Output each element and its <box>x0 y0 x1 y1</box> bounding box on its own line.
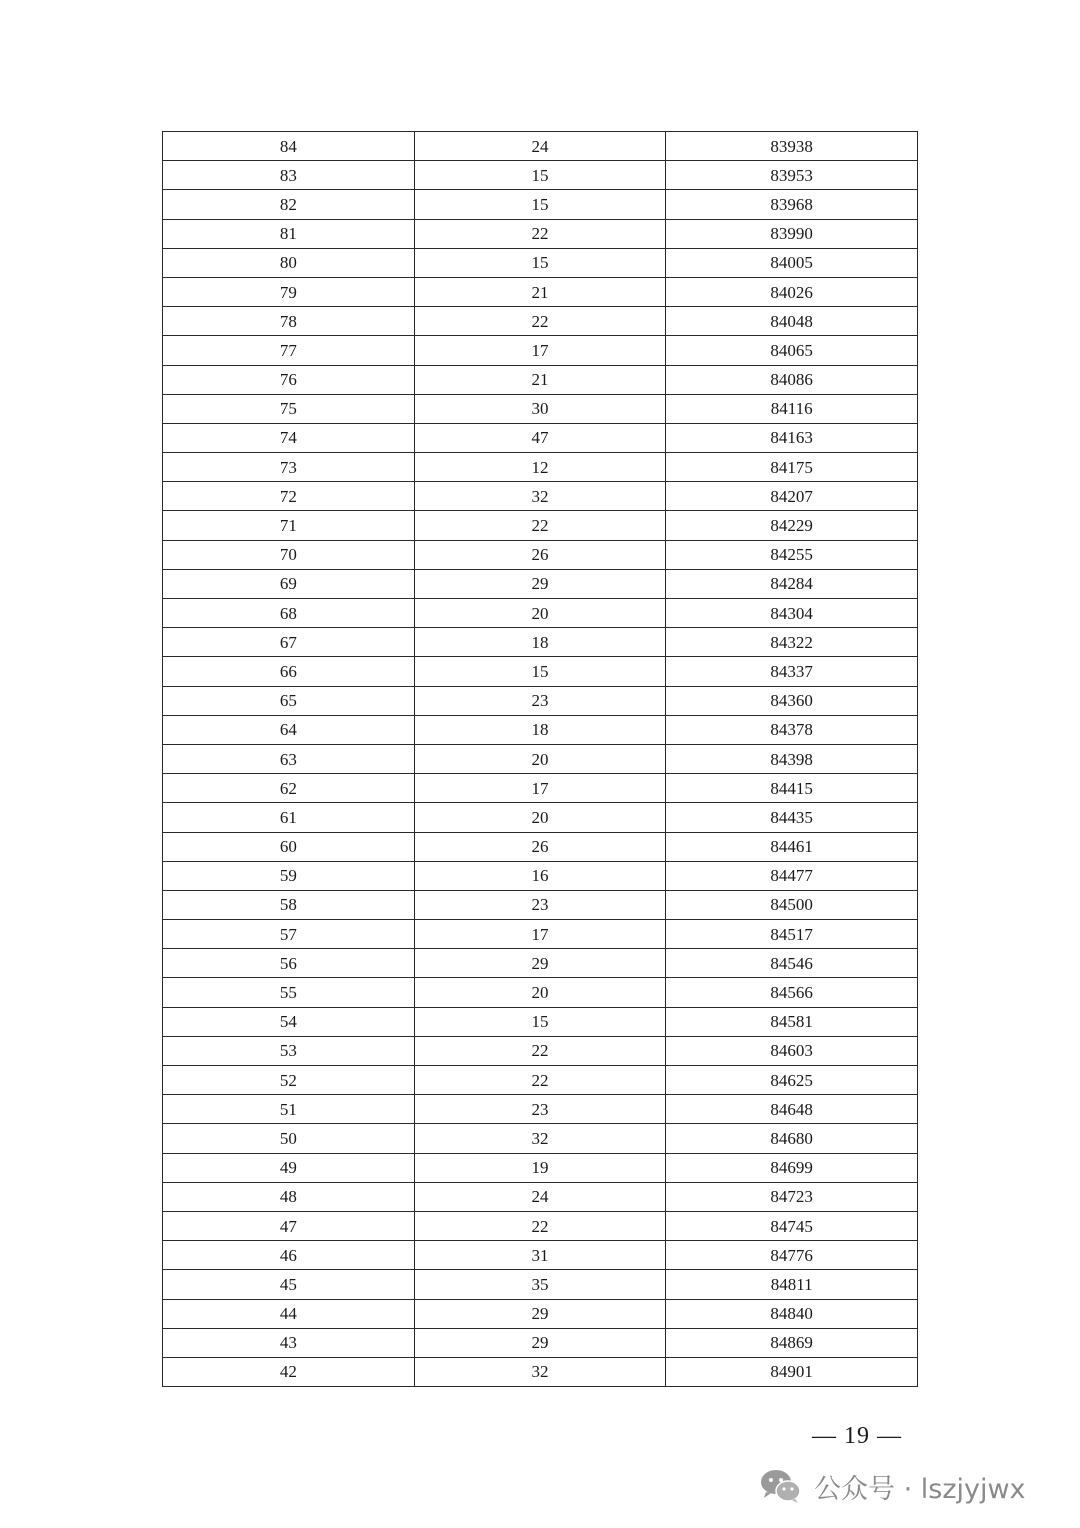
table-cell: 20 <box>414 599 666 628</box>
table-row <box>163 920 918 949</box>
table-cell: 84648 <box>666 1095 918 1124</box>
table-cell: 84304 <box>666 599 918 628</box>
table-cell: 24 <box>414 1182 666 1211</box>
table-cell: 22 <box>414 1066 666 1095</box>
table-cell: 47 <box>163 1211 415 1240</box>
table-row <box>163 1036 918 1065</box>
table-row <box>163 1124 918 1153</box>
table-row <box>163 423 918 452</box>
table-cell: 29 <box>414 1328 666 1357</box>
table-cell: 84869 <box>666 1328 918 1357</box>
table-cell: 21 <box>414 365 666 394</box>
table-cell: 62 <box>163 774 415 803</box>
table-cell: 78 <box>163 307 415 336</box>
table-row <box>163 744 918 773</box>
table-cell: 43 <box>163 1328 415 1357</box>
table-cell: 84398 <box>666 744 918 773</box>
table-row <box>163 832 918 861</box>
table-cell: 84723 <box>666 1182 918 1211</box>
table-cell: 68 <box>163 599 415 628</box>
table-cell: 22 <box>414 307 666 336</box>
table-cell: 84546 <box>666 949 918 978</box>
table-cell: 17 <box>414 920 666 949</box>
table-cell: 49 <box>163 1153 415 1182</box>
table-cell: 18 <box>414 715 666 744</box>
table-row <box>163 1241 918 1270</box>
table-cell: 75 <box>163 394 415 423</box>
table-cell: 19 <box>414 1153 666 1182</box>
table-cell: 56 <box>163 949 415 978</box>
table-cell: 18 <box>414 628 666 657</box>
table-cell: 84415 <box>666 774 918 803</box>
table-row <box>163 482 918 511</box>
table-row <box>163 1357 918 1386</box>
table-cell: 35 <box>414 1270 666 1299</box>
table-cell: 53 <box>163 1036 415 1065</box>
table-cell: 23 <box>414 686 666 715</box>
table-cell: 69 <box>163 569 415 598</box>
table-cell: 83953 <box>666 161 918 190</box>
watermark <box>760 1462 1026 1510</box>
table-row <box>163 861 918 890</box>
table-row <box>163 1182 918 1211</box>
table-cell: 84255 <box>666 540 918 569</box>
table-row <box>163 1211 918 1240</box>
table-row <box>163 365 918 394</box>
table-cell: 59 <box>163 861 415 890</box>
table-row <box>163 686 918 715</box>
table-cell: 63 <box>163 744 415 773</box>
table-cell: 83968 <box>666 190 918 219</box>
table-cell: 84603 <box>666 1036 918 1065</box>
table-row <box>163 890 918 919</box>
table-row <box>163 1066 918 1095</box>
table-row <box>163 161 918 190</box>
table-row <box>163 1095 918 1124</box>
table-row <box>163 1299 918 1328</box>
table-cell: 47 <box>414 423 666 452</box>
table-cell: 29 <box>414 569 666 598</box>
table-cell: 84477 <box>666 861 918 890</box>
table-cell: 77 <box>163 336 415 365</box>
table-row <box>163 803 918 832</box>
table-cell: 84461 <box>666 832 918 861</box>
table-cell: 46 <box>163 1241 415 1270</box>
table-row <box>163 978 918 1007</box>
table-cell: 26 <box>414 832 666 861</box>
table-cell: 32 <box>414 1357 666 1386</box>
table-cell: 42 <box>163 1357 415 1386</box>
table-row <box>163 190 918 219</box>
table-cell: 84500 <box>666 890 918 919</box>
table-row <box>163 628 918 657</box>
table-cell: 65 <box>163 686 415 715</box>
table-cell: 29 <box>414 949 666 978</box>
table-cell: 26 <box>414 540 666 569</box>
table-cell: 84284 <box>666 569 918 598</box>
table-cell: 82 <box>163 190 415 219</box>
table-cell: 84680 <box>666 1124 918 1153</box>
table-cell: 45 <box>163 1270 415 1299</box>
table-cell: 60 <box>163 832 415 861</box>
table-cell: 84065 <box>666 336 918 365</box>
table-cell: 16 <box>414 861 666 890</box>
table-cell: 79 <box>163 277 415 306</box>
table-row <box>163 1328 918 1357</box>
table-cell: 84026 <box>666 277 918 306</box>
table-cell: 84360 <box>666 686 918 715</box>
table-cell: 23 <box>414 1095 666 1124</box>
table-cell: 71 <box>163 511 415 540</box>
watermark-text: 公众号 · lszjyjwx <box>814 1473 1026 1505</box>
table-cell: 84116 <box>666 394 918 423</box>
table-cell: 84 <box>163 132 415 161</box>
table-cell: 84435 <box>666 803 918 832</box>
table-cell: 61 <box>163 803 415 832</box>
table-cell: 84337 <box>666 657 918 686</box>
table-row <box>163 569 918 598</box>
table-cell: 17 <box>414 336 666 365</box>
table-cell: 84745 <box>666 1211 918 1240</box>
table-cell: 73 <box>163 453 415 482</box>
table-cell: 15 <box>414 161 666 190</box>
table-cell: 80 <box>163 248 415 277</box>
table-cell: 84086 <box>666 365 918 394</box>
table-cell: 32 <box>414 482 666 511</box>
table-cell: 55 <box>163 978 415 1007</box>
table-row <box>163 715 918 744</box>
table-cell: 51 <box>163 1095 415 1124</box>
table-row <box>163 307 918 336</box>
table-cell: 22 <box>414 1211 666 1240</box>
table-cell: 20 <box>414 978 666 1007</box>
table-row <box>163 248 918 277</box>
table-cell: 84517 <box>666 920 918 949</box>
score-table <box>162 131 918 1387</box>
table-cell: 84229 <box>666 511 918 540</box>
table-cell: 31 <box>414 1241 666 1270</box>
table-cell: 29 <box>414 1299 666 1328</box>
table-cell: 76 <box>163 365 415 394</box>
table-cell: 30 <box>414 394 666 423</box>
table-cell: 84625 <box>666 1066 918 1095</box>
table-cell: 84005 <box>666 248 918 277</box>
table-cell: 83990 <box>666 219 918 248</box>
table-cell: 15 <box>414 1007 666 1036</box>
table-cell: 84811 <box>666 1270 918 1299</box>
table-cell: 84776 <box>666 1241 918 1270</box>
table-cell: 12 <box>414 453 666 482</box>
table-row <box>163 949 918 978</box>
table-cell: 22 <box>414 1036 666 1065</box>
table-row <box>163 1153 918 1182</box>
table-cell: 15 <box>414 657 666 686</box>
table-cell: 84322 <box>666 628 918 657</box>
table-cell: 50 <box>163 1124 415 1153</box>
table-row <box>163 774 918 803</box>
table-cell: 21 <box>414 277 666 306</box>
table-cell: 84378 <box>666 715 918 744</box>
table-cell: 24 <box>414 132 666 161</box>
table-row <box>163 1270 918 1299</box>
table-cell: 20 <box>414 803 666 832</box>
table-cell: 83938 <box>666 132 918 161</box>
table-cell: 72 <box>163 482 415 511</box>
table-cell: 64 <box>163 715 415 744</box>
table-cell: 84163 <box>666 423 918 452</box>
table-row <box>163 277 918 306</box>
table-row <box>163 599 918 628</box>
table-cell: 58 <box>163 890 415 919</box>
table-row <box>163 1007 918 1036</box>
table-cell: 83 <box>163 161 415 190</box>
table-cell: 84207 <box>666 482 918 511</box>
table-cell: 84901 <box>666 1357 918 1386</box>
table-cell: 23 <box>414 890 666 919</box>
page-number: — 19 — <box>812 1423 902 1449</box>
table-cell: 84699 <box>666 1153 918 1182</box>
table-row <box>163 540 918 569</box>
wechat-icon <box>760 1468 802 1504</box>
table-cell: 70 <box>163 540 415 569</box>
table-cell: 84581 <box>666 1007 918 1036</box>
table-cell: 15 <box>414 190 666 219</box>
table-cell: 22 <box>414 511 666 540</box>
score-table-body <box>163 132 918 1387</box>
table-cell: 44 <box>163 1299 415 1328</box>
table-cell: 22 <box>414 219 666 248</box>
table-cell: 20 <box>414 744 666 773</box>
table-cell: 84175 <box>666 453 918 482</box>
table-row <box>163 132 918 161</box>
table-cell: 84048 <box>666 307 918 336</box>
table-cell: 17 <box>414 774 666 803</box>
table-row <box>163 394 918 423</box>
table-row <box>163 511 918 540</box>
table-cell: 84840 <box>666 1299 918 1328</box>
table-cell: 66 <box>163 657 415 686</box>
table-row <box>163 657 918 686</box>
table-cell: 54 <box>163 1007 415 1036</box>
table-cell: 57 <box>163 920 415 949</box>
table-cell: 48 <box>163 1182 415 1211</box>
table-row <box>163 336 918 365</box>
table-cell: 52 <box>163 1066 415 1095</box>
table-cell: 84566 <box>666 978 918 1007</box>
table-cell: 15 <box>414 248 666 277</box>
table-row <box>163 453 918 482</box>
table-cell: 74 <box>163 423 415 452</box>
table-cell: 67 <box>163 628 415 657</box>
table-cell: 81 <box>163 219 415 248</box>
table-cell: 32 <box>414 1124 666 1153</box>
table-row <box>163 219 918 248</box>
